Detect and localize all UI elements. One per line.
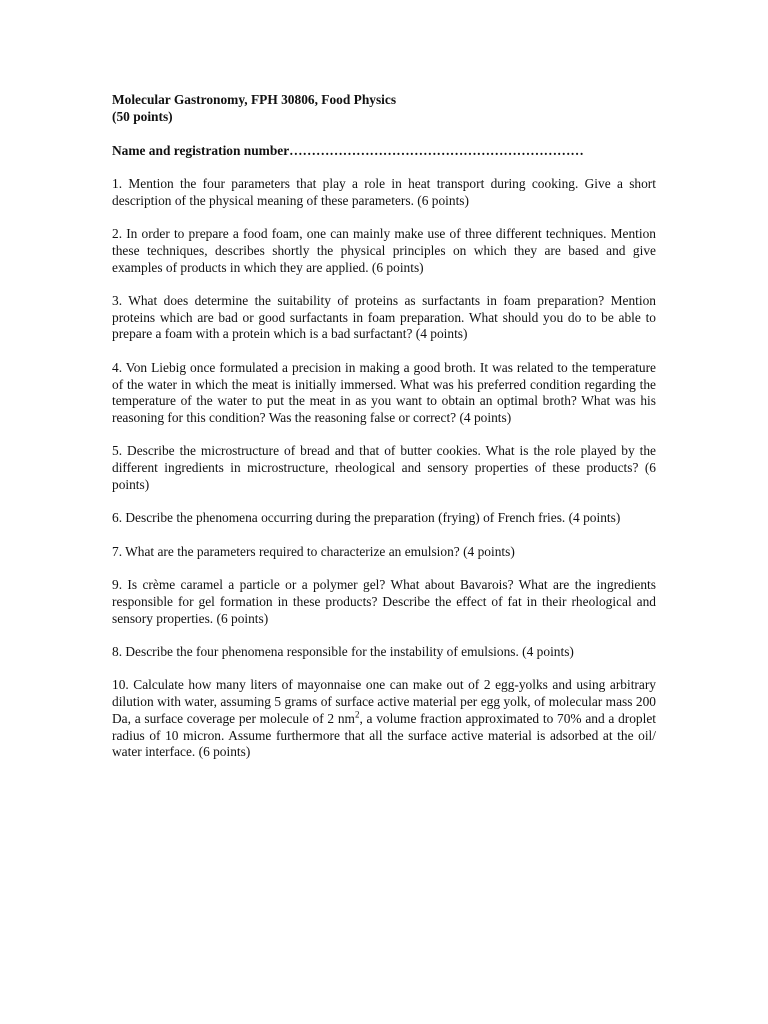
question-10-text: 10. Calculate how many liters of mayonnaise one can make out of 2 egg-yolks and using arbitrary dilution with water, assuming 5 grams of surface active material per egg yolk, of molecular mass 200 Da, a surface coverage per molecule of 2 nm [112,677,656,726]
name-registration-line: Name and registration number………………………………………………………… [112,142,584,158]
question-4: 4. Von Liebig once formulated a precision in making a good broth. It was related to the temperature of the water in which the meat is initially immersed. What was his preferred condition regarding the temperature of the water to put the meat in as you want to obtain an optimal broth? What was his reasoning for this condition? Was the reasoning false or correct? (4 points) [112,359,656,426]
question-6: 6. Describe the phenomena occurring during the preparation (frying) of French fries. (4 points) [112,510,621,526]
exam-title [112,92,656,126]
exam-page [112,92,656,761]
question-10-text-rest: , a volume fraction approximated to 70% and a droplet radius of 10 micron. Assume furthermore that all the surface active material is adsorbed at the oil/ water interface. (6 points) [112,710,657,760]
question-7: 7. What are the parameters required to characterize an emulsion? (4 points) [112,543,515,559]
question-8: 8. Describe the four phenomena responsible for the instability of emulsions. (4 points) [112,643,574,659]
question-3: 3. What does determine the suitability of proteins as surfactants in foam preparation? Mention proteins which are bad or good surfactants in foam preparation. What should you do to be able to prepare a foam with a protein which is a bad surfactant? (4 points) [112,292,656,342]
question-9: 9. Is crème caramel a particle or a polymer gel? What about Bavarois? What are the ingredients responsible for gel formation in these products? Describe the effect of fat in their rheological and sensory properties. (6 points) [112,576,656,626]
question-5: 5. Describe the microstructure of bread and that of butter cookies. What is the role played by the different ingredients in microstructure, rheological and sensory properties of these products? (6 points) [112,443,656,493]
question-1: 1. Mention the four parameters that play a role in heat transport during cooking. Give a short description of the physical meaning of these parameters. (6 points) [112,175,656,208]
course-title: Molecular Gastronomy, FPH 30806, Food Physics [112,92,397,107]
question-2: 2. In order to prepare a food foam, one can mainly make use of three different techniques. Mention these techniques, describes shortly the physical principles on which they are based and give examples of products in which they are applied. (6 points) [112,225,656,275]
points-total: (50 points) [112,108,173,124]
question-10-superscript: 2 [354,709,360,720]
question-10 [112,677,656,761]
